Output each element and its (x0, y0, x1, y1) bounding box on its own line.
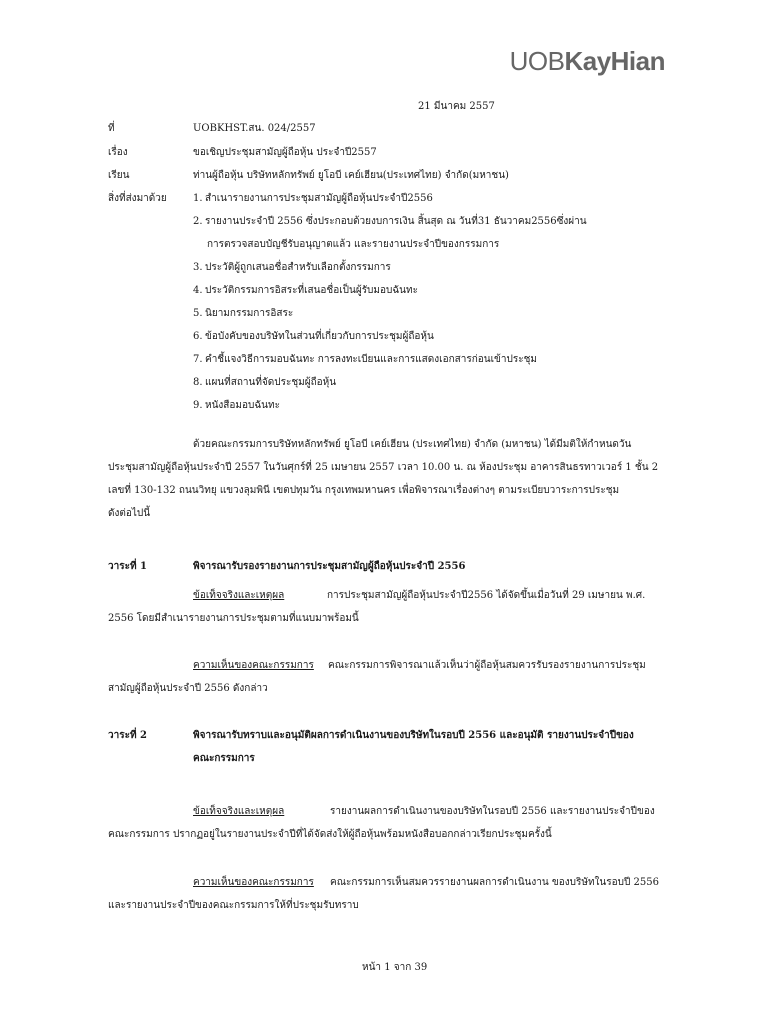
attachment-number: 8. (193, 377, 203, 388)
attachment-number: 5. (193, 308, 203, 319)
to-label: เรียน (108, 170, 130, 181)
subject-value: ขอเชิญประชุมสามัญผู้ถือหุ้น ประจำปี2557 (193, 147, 377, 158)
agenda-label: วาระที่ 2 (108, 730, 148, 741)
attachments-label: สิ่งที่ส่งมาด้วย (108, 193, 167, 204)
board-opinion-heading: ความเห็นของคณะกรรมการ (193, 660, 314, 671)
attachment-item: สำเนารายงานการประชุมสามัญผู้ถือหุ้นประจำปี2556 (205, 193, 433, 204)
agenda-title: พิจารณารับทราบและอนุมัติผลการดำเนินงานของบริษัทในรอบปี 2556 และอนุมัติ รายงานประจำปีของ (193, 730, 634, 741)
attachment-item: ประวัติผู้ถูกเสนอชื่อสำหรับเลือกตั้งกรรมการ (205, 262, 391, 273)
attachment-number: 3. (193, 262, 203, 273)
board-opinion-text: สามัญผู้ถือหุ้นประจำปี 2556 ดังกล่าว (108, 683, 268, 694)
intro-line: ด้วยคณะกรรมการบริษัทหลักทรัพย์ ยูโอบี เคย์เฮียน (ประเทศไทย) จำกัด (มหาชน) ได้มีมติให้กำหนดวัน (193, 439, 632, 450)
attachment-number: 7. (193, 354, 203, 365)
attachment-item: นิยามกรรมการอิสระ (205, 308, 294, 319)
letter-date: 21 มีนาคม 2557 (418, 101, 495, 112)
attachment-item: แผนที่สถานที่จัดประชุมผู้ถือหุ้น (205, 377, 337, 388)
board-opinion-text: คณะกรรมการเห็นสมควรรายงานผลการดำเนินงาน ของบริษัทในรอบปี 2556 (330, 877, 659, 888)
attachment-item-continuation: การตรวจสอบบัญชีรับอนุญาตแล้ว และรายงานประจำปีของกรรมการ (207, 239, 500, 250)
facts-text: รายงานผลการดำเนินงานของบริษัทในรอบปี 2556 และรายงานประจำปีของ (330, 806, 655, 817)
attachment-item: คำชี้แจงวิธีการมอบฉันทะ การลงทะเบียนและการแสดงเอกสารก่อนเข้าประชุม (205, 354, 537, 365)
facts-heading: ข้อเท็จจริงและเหตุผล (193, 806, 285, 817)
facts-text: คณะกรรมการ ปรากฏอยู่ในรายงานประจำปีที่ได้จัดส่งให้ผู้ถือหุ้นพร้อมหนังสือบอกกล่าวเรียกประชุมครั้งนี้ (108, 829, 552, 840)
facts-text: การประชุมสามัญผู้ถือหุ้นประจำปี2556 ได้จัดขึ้นเมื่อวันที่ 29 เมษายน พ.ศ. (327, 590, 646, 601)
intro-line: เลขที่ 130-132 ถนนวิทยุ แขวงลุมพินี เขตปทุมวัน กรุงเทพมหานคร เพื่อพิจารณาเรื่องต่างๆ ตามระเบียบวาระการประชุม (108, 485, 620, 496)
attachment-number: 9. (193, 400, 203, 411)
intro-line: ประชุมสามัญผู้ถือหุ้นประจำปี 2557 ในวันศุกร์ที่ 25 เมษายน 2557 เวลา 10.00 น. ณ ห้องประชุม อาคารสินธรทาวเวอร์ 1 ชั้น 2 (108, 462, 659, 473)
attachment-item: รายงานประจำปี 2556 ซึ่งประกอบด้วยงบการเงิน สิ้นสุด ณ วันที่31 ธันวาคม2556ซึ่งผ่าน (205, 216, 587, 227)
page-number: หน้า 1 จาก 39 (362, 962, 428, 973)
facts-text: 2556 โดยมีสำเนารายงานการประชุมตามที่แนบมาพร้อมนี้ (108, 613, 359, 624)
company-logo (510, 46, 665, 77)
subject-label: เรื่อง (108, 147, 128, 158)
agenda-title: พิจารณารับรองรายงานการประชุมสามัญผู้ถือหุ้นประจำปี 2556 (193, 561, 466, 572)
ref-label: ที่ (108, 123, 115, 134)
board-opinion-text: คณะกรรมการพิจารณาแล้วเห็นว่าผู้ถือหุ้นสมควรรับรองรายงานการประชุม (328, 660, 646, 671)
logo-uob-text: UOB (509, 46, 565, 76)
attachment-number: 4. (193, 285, 203, 296)
attachment-number: 1. (193, 193, 203, 204)
to-value: ท่านผู้ถือหุ้น บริษัทหลักทรัพย์ ยูโอบี เคย์เฮียน(ประเทศไทย) จำกัด(มหาชน) (193, 170, 509, 181)
board-opinion-heading: ความเห็นของคณะกรรมการ (193, 877, 314, 888)
agenda-label: วาระที่ 1 (108, 561, 148, 572)
attachment-number: 6. (193, 331, 203, 342)
attachment-item: หนังสือมอบฉันทะ (205, 400, 280, 411)
board-opinion-text: และรายงานประจำปีของคณะกรรมการให้ที่ประชุมรับทราบ (108, 900, 359, 911)
ref-value: UOBKHST.สน. 024/2557 (193, 123, 316, 134)
attachment-item: ข้อบังคับของบริษัทในส่วนที่เกี่ยวกับการประชุมผู้ถือหุ้น (205, 331, 434, 342)
logo-kayhian-text: KayHian (564, 46, 665, 76)
attachment-number: 2. (193, 216, 203, 227)
attachment-item: ประวัติกรรมการอิสระที่เสนอชื่อเป็นผู้รับมอบฉันทะ (205, 285, 418, 296)
agenda-title-continuation: คณะกรรมการ (193, 753, 255, 764)
facts-heading: ข้อเท็จจริงและเหตุผล (193, 590, 285, 601)
intro-line: ดังต่อไปนี้ (108, 508, 151, 519)
